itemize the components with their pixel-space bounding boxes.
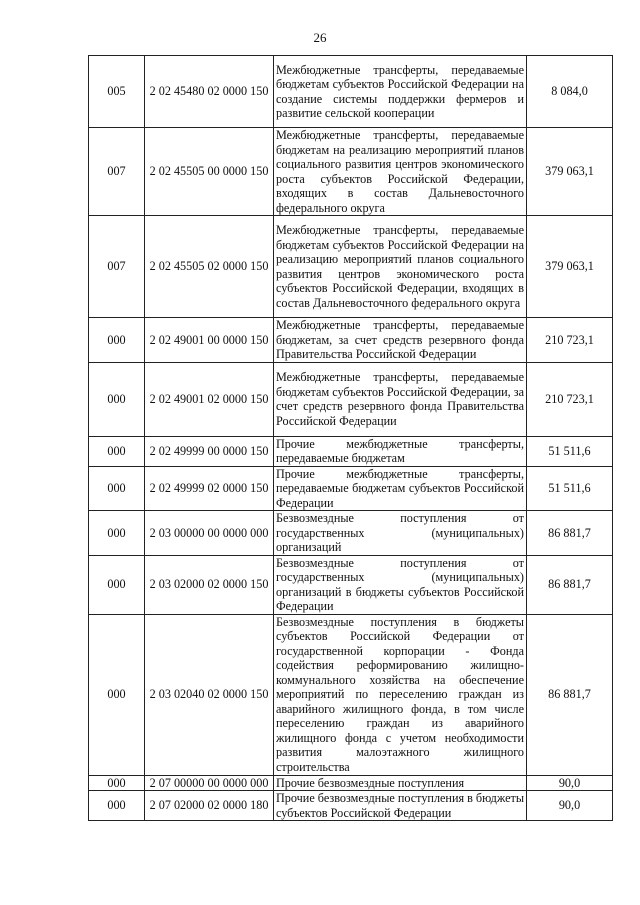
table-row <box>89 436 613 466</box>
amount-cell: 8 084,0 <box>527 56 613 128</box>
revenue-name-cell: Безвозмездные поступления от государственных (муниципальных) организаций в бюджеты субъектов Российской Федерации <box>274 555 527 614</box>
admin-code-cell: 005 <box>89 56 145 128</box>
amount-cell: 90,0 <box>527 775 613 791</box>
classification-code-cell: 2 07 00000 00 0000 000 <box>145 775 274 791</box>
table-row <box>89 216 613 318</box>
table-row <box>89 511 613 556</box>
admin-code-cell: 007 <box>89 216 145 318</box>
amount-cell: 379 063,1 <box>527 128 613 216</box>
table-row <box>89 318 613 363</box>
classification-code-cell: 2 02 49001 02 0000 150 <box>145 362 274 436</box>
admin-code-cell: 000 <box>89 555 145 614</box>
revenue-name-cell: Межбюджетные трансферты, передаваемые бюджетам субъектов Российской Федерации, за счет средств резервного фонда Правительства Российской Федерации <box>274 362 527 436</box>
table-row <box>89 56 613 128</box>
admin-code-cell: 000 <box>89 614 145 775</box>
admin-code-cell: 000 <box>89 362 145 436</box>
classification-code-cell: 2 02 45505 00 0000 150 <box>145 128 274 216</box>
table-row <box>89 555 613 614</box>
amount-cell: 210 723,1 <box>527 318 613 363</box>
classification-code-cell: 2 02 49001 00 0000 150 <box>145 318 274 363</box>
classification-code-cell: 2 03 02000 02 0000 150 <box>145 555 274 614</box>
table-row <box>89 614 613 775</box>
classification-code-cell: 2 03 00000 00 0000 000 <box>145 511 274 556</box>
classification-code-cell: 2 07 02000 02 0000 180 <box>145 791 274 821</box>
revenue-name-cell: Безвозмездные поступления от государственных (муниципальных) организаций <box>274 511 527 556</box>
classification-code-cell: 2 02 45505 02 0000 150 <box>145 216 274 318</box>
admin-code-cell: 000 <box>89 466 145 511</box>
table-row <box>89 128 613 216</box>
amount-cell: 86 881,7 <box>527 511 613 556</box>
table-row <box>89 791 613 821</box>
admin-code-cell: 000 <box>89 436 145 466</box>
revenue-name-cell: Безвозмездные поступления в бюджеты субъектов Российской Федерации от государственной корпорации - Фонда содействия реформированию жилищно-коммунального хозяйства на обеспечение мероприятий по переселению граждан из аварийного жилищного фонда, в том числе переселению граждан из аварийного жилищного фонда с учетом необходимости развития малоэтажного жилищного строительства <box>274 614 527 775</box>
amount-cell: 86 881,7 <box>527 614 613 775</box>
amount-cell: 210 723,1 <box>527 362 613 436</box>
revenue-name-cell: Межбюджетные трансферты, передаваемые бюджетам на реализацию мероприятий планов социального развития центров экономического роста субъектов Российской Федерации, входящих в состав Дальневосточного федерального округа <box>274 128 527 216</box>
admin-code-cell: 000 <box>89 511 145 556</box>
revenue-name-cell: Межбюджетные трансферты, передаваемые бюджетам субъектов Российской Федерации на реализацию мероприятий планов социального развития центров экономического роста субъектов Российской Федерации, входящих в состав Дальневосточного федерального округа <box>274 216 527 318</box>
amount-cell: 90,0 <box>527 791 613 821</box>
revenue-name-cell: Прочие безвозмездные поступления в бюджеты субъектов Российской Федерации <box>274 791 527 821</box>
admin-code-cell: 007 <box>89 128 145 216</box>
table-row <box>89 362 613 436</box>
revenue-name-cell: Межбюджетные трансферты, передаваемые бюджетам, за счет средств резервного фонда Правительства Российской Федерации <box>274 318 527 363</box>
revenue-name-cell: Прочие межбюджетные трансферты, передаваемые бюджетам субъектов Российской Федерации <box>274 466 527 511</box>
classification-code-cell: 2 02 49999 00 0000 150 <box>145 436 274 466</box>
classification-code-cell: 2 03 02040 02 0000 150 <box>145 614 274 775</box>
amount-cell: 86 881,7 <box>527 555 613 614</box>
amount-cell: 379 063,1 <box>527 216 613 318</box>
admin-code-cell: 000 <box>89 318 145 363</box>
budget-revenue-table <box>88 55 613 821</box>
revenue-name-cell: Прочие межбюджетные трансферты, передаваемые бюджетам <box>274 436 527 466</box>
admin-code-cell: 000 <box>89 775 145 791</box>
admin-code-cell: 000 <box>89 791 145 821</box>
table-row <box>89 775 613 791</box>
revenue-name-cell: Межбюджетные трансферты, передаваемые бюджетам субъектов Российской Федерации на создание системы поддержки фермеров и развитие сельской кооперации <box>274 56 527 128</box>
amount-cell: 51 511,6 <box>527 436 613 466</box>
revenue-name-cell: Прочие безвозмездные поступления <box>274 775 527 791</box>
classification-code-cell: 2 02 49999 02 0000 150 <box>145 466 274 511</box>
amount-cell: 51 511,6 <box>527 466 613 511</box>
classification-code-cell: 2 02 45480 02 0000 150 <box>145 56 274 128</box>
page-number: 26 <box>313 30 327 45</box>
table-row <box>89 466 613 511</box>
